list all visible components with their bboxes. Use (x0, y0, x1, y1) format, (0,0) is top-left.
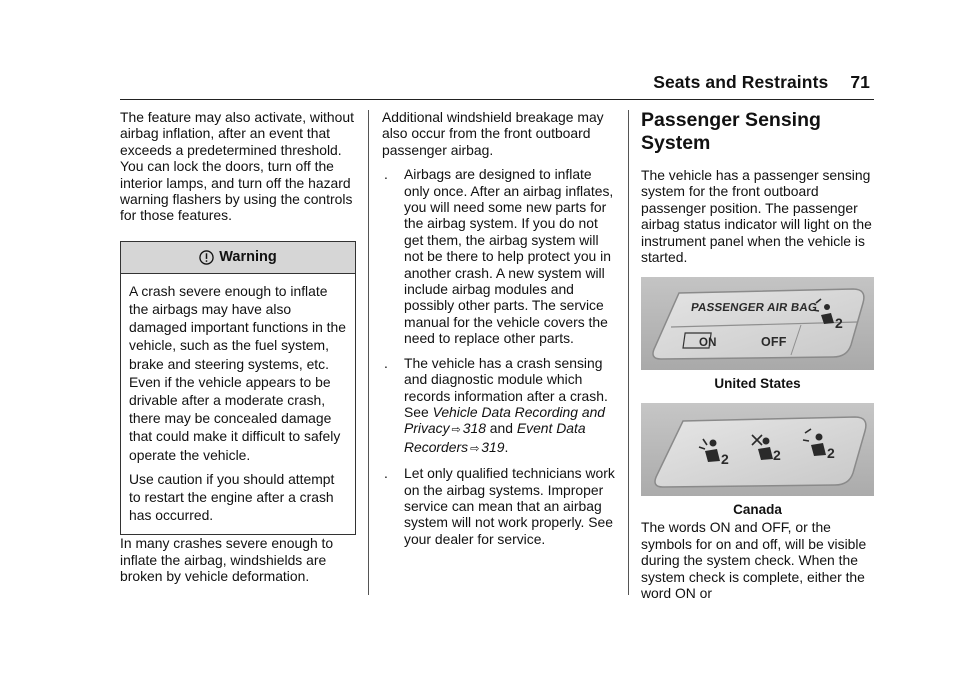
paragraph: In many crashes severe enough to inflate the airbag, windshields are broken by vehicle deformation. (120, 535, 334, 585)
image-caption: United States (714, 376, 801, 392)
on-label: ON (699, 337, 717, 350)
cross-reference-arrow-icon: ⇨ (451, 424, 461, 437)
warning-box (120, 241, 356, 536)
paragraph: The words ON and OFF, or the symbols for on and off, will be visible during the system check. When the system check is complete, either the word ON or (641, 519, 867, 602)
warning-paragraph: Use caution if you should attempt to restart the engine after a crash has occurred. (129, 470, 335, 524)
column-1 (120, 109, 358, 585)
text-run: The vehicle has a crash sensing and diagnostic module which records information after a crash. See (404, 354, 608, 420)
column-3 (641, 109, 874, 601)
list-item (382, 166, 616, 346)
paragraph: The feature may also activate, without airbag inflation, after an event that exceeds a predetermined threshold. You can lock the doors, turn off the interior lamps, and turn off the hazard warning flashers by using the controls for those features. (120, 109, 354, 224)
icon-subscript-digit: 2 (835, 315, 843, 332)
bullet-mark: . (384, 166, 388, 183)
section-heading: Passenger Sensing System (641, 109, 821, 154)
list-item (382, 355, 616, 457)
icon-subscript-digit: 2 (773, 447, 781, 464)
list-item-text (404, 355, 616, 457)
image-caption: Canada (733, 502, 782, 518)
icon-subscript-digit: 2 (827, 445, 835, 462)
cross-reference-page[interactable]: 318 (462, 420, 486, 437)
list-item-text: Let only qualified technicians work on the airbag systems. Improper service can mean that an airbag system will not work properly. See your dealer for service. (404, 465, 615, 547)
list-item-text: Airbags are designed to inflate only once. After an airbag inflates, you will need some new parts for the airbag system. If you do not get them, the airbag system will not be there to help protect you in another crash. A new system will include airbag modules and possibly other parts. The service manual for the vehicle covers the need to replace other parts. (404, 166, 614, 347)
paragraph: The vehicle has a passenger sensing system for the front outboard passenger position. The passenger airbag status indicator will light on the instrument panel when the vehicle is started. (641, 167, 872, 266)
icon-subscript-digit: 2 (721, 451, 729, 468)
text-run: . (504, 438, 509, 455)
list-item (382, 465, 616, 547)
page-number: 71 (850, 72, 870, 92)
bullet-mark: . (384, 465, 388, 482)
off-label: OFF (761, 335, 787, 350)
column-divider-2 (628, 110, 629, 595)
text-run: and (485, 420, 517, 437)
section-title-header: Seats and Restraints (653, 72, 829, 92)
bullet-mark: . (384, 354, 388, 371)
cross-reference-title[interactable]: Event Data Recorders (404, 420, 586, 455)
column-divider-1 (368, 110, 369, 595)
cross-reference-arrow-icon: ⇨ (470, 442, 480, 455)
passenger-airbag-indicator-us-image (641, 277, 874, 370)
warning-paragraph: A crash severe enough to inflate the airbags may have also damaged important functions in the vehicle, such as the fuel system, brake and steering systems, etc. Even if the vehicle appears to be drivable after a moderate crash, there may be concealed damage that could make it difficult to safely operate the vehicle. (129, 282, 346, 463)
indicator-panel-canada (641, 403, 874, 496)
passenger-airbag-indicator-canada-image (641, 403, 874, 496)
warning-title: Warning (219, 249, 277, 266)
passenger-air-bag-label: PASSENGER AIR BAG (690, 302, 818, 315)
warning-header (121, 242, 355, 274)
cross-reference-title[interactable]: Vehicle Data Recording and Privacy (404, 403, 606, 437)
paragraph: Additional windshield breakage may also occur from the front outboard passenger airbag. (382, 109, 604, 158)
column-2 (382, 109, 616, 547)
header-rule (120, 99, 874, 100)
page-header (653, 72, 870, 93)
warning-icon (199, 250, 214, 265)
cross-reference-page[interactable]: 319 (481, 438, 505, 455)
warning-body (121, 274, 355, 535)
